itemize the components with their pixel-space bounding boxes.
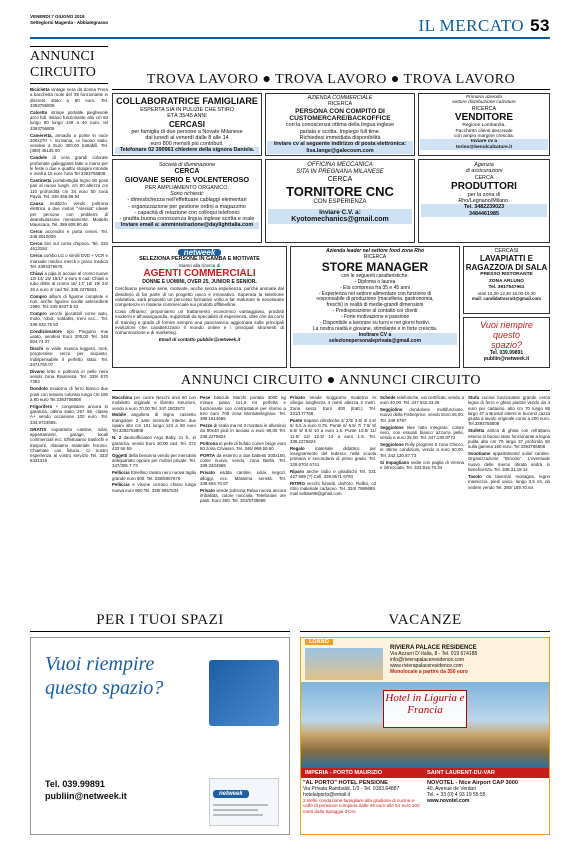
laurent-name: NOVOTEL - Nice Airport CAP 3000 [427, 780, 518, 786]
page-number: 53 [530, 16, 550, 35]
listing-keyword: Poltrona [200, 440, 218, 446]
listing-item [290, 395, 376, 416]
imperia-ad [303, 780, 425, 834]
job-line: Richiedesi immediata disponibilità [299, 135, 381, 141]
job-line: - gradita buona conoscenza lingua inglese scritta e orale [119, 216, 255, 223]
ad-space-email: publiin@netweek.it [45, 791, 127, 801]
listing-keyword: Compro [30, 293, 47, 299]
listing-keyword: Mobile [112, 412, 126, 418]
listing-keyword: Candele [30, 155, 48, 161]
listing-text: tipo Pinguino mai usato, vendesi Euro 200,00 Tel. 348 804 74 37 [30, 328, 108, 345]
listing-keyword: Cerco [30, 253, 43, 259]
listing-keyword: Stufetta [468, 428, 485, 434]
job-line: freschi) in realtà di medie-grandi dimensioni [326, 302, 424, 309]
job-line: OFFICINA MECCANICA [307, 162, 373, 168]
loano-note: Monolocale a partire da 350 euro [390, 669, 468, 675]
listing-item [200, 488, 286, 504]
ad-space-promo [463, 317, 550, 368]
listing-item [290, 446, 376, 467]
listing-text: telefoniche, usi certificati, vendo a euro 40,00. Tel. 347 542.33.26 [380, 395, 464, 406]
loano-site: www.rivierapalaceresidence.com [390, 663, 463, 669]
job-line: Azienda leader nel settore food zona Rho [325, 248, 425, 254]
listing-keyword: Seggiolino [380, 407, 403, 413]
imperia-label: IMPERIA - PORTO MAURIZIO [305, 770, 383, 776]
job-line: - Forte motivazione e passione [340, 314, 410, 321]
job-line: - Diploma o laurea [354, 278, 396, 285]
listing-text: materiale didattico per insegnamento del tedesco nella scuola primaria e secondaria di primo grado. Tel. 329.6704 6741 [290, 445, 376, 467]
job-contact: 3484461985 [421, 211, 547, 217]
listing-item [380, 442, 464, 458]
job-line: RICERCA [327, 101, 353, 108]
listing-text: bici sul corsa d'epoca. Tel. 333 4613184 [30, 241, 108, 252]
listing-item [290, 481, 376, 497]
netweek-logo: netweek [213, 790, 249, 798]
job-line: Sono richiesti: [170, 191, 204, 197]
job-line: ESPERTA SIA IN PULIZIE CHE STIRO [140, 107, 234, 113]
listing-keyword: Si Impagliano [380, 459, 410, 465]
job-contact-email: torino@benulcalzature.it [420, 145, 548, 150]
listing-item [30, 201, 108, 227]
header-edition: Settegiorni Magenta - Abbiategrasso [30, 20, 109, 25]
job-contact-email: Kyotomechanics@gmail.com [268, 216, 412, 224]
job-ad-tornitore [265, 159, 415, 243]
listing-keyword: RITIRO [290, 480, 305, 486]
listing-text: + congelatore ancora in garanzia, ottimo stato, 257 litri, classe A+ vendo occasione 100 euro. Tel. 334.9724665. [30, 403, 108, 425]
listing-text: di scala ma mt 3 montasi in alluminio da 90x40 piuli in acciaio a euro 90,00 Tel. 338.2275824 [200, 423, 286, 439]
job-title: AGENTI COMMERCIALI [143, 268, 256, 280]
job-contact-email: selezionepersonaleprivata@gmail.com [293, 339, 457, 345]
listing-text: e visone cerrano chiaro lunga nuova euro 800 Tel. 338/ 5957634 [112, 482, 196, 493]
card-line [213, 804, 268, 806]
listing-text: dondolone multifunzione, nuovo della Fisherprice, vendo Euro 45,00. Tel. 349 5797 [380, 407, 464, 423]
listing-item [30, 133, 108, 154]
listing-keyword: Cerco [30, 241, 43, 247]
listing-text: angoliera di legno cassetto triangolare 2 ante mensole interne due ripiani alto cm 101 lungo 124 a 60 euro Tel.3393756808 [112, 412, 196, 434]
promo-line: questo [492, 330, 521, 340]
section-name: IL MERCATO [418, 16, 525, 35]
listing-item [30, 427, 108, 464]
job-ad-lavapiatti [463, 246, 550, 314]
listing-item [30, 241, 108, 252]
job-line: per la zona di [467, 191, 501, 198]
ad-space-headline [45, 652, 205, 700]
ad-space-card [209, 778, 279, 826]
job-ad-venditore [418, 93, 550, 156]
loano-ad [301, 638, 549, 682]
job-title: VENDITORE [454, 112, 514, 124]
listing-text: di cera grandi colorate profumate galleggianti fatte a mano per le feste o due e quattro stoppini rotonde e ovali a 15 euro l'una Tel 3393756808 [30, 155, 108, 177]
listing-keyword: Regalo [290, 445, 305, 451]
section-vacanze: VACANZE [300, 612, 550, 632]
listing-text: anche radio e giradischi Tel. 031 427 669 (?) Cell. 339.9571 6793 [290, 468, 376, 479]
listing-keyword: Pezzo [200, 423, 213, 429]
section-trova-lavoro: TROVA LAVORO ● TROVA LAVORO ● TROVA LAVORO [112, 72, 550, 90]
listing-text: vintage nera da donna Frera a bacchetta ruote del '39 funzionante in discreto stato a 80 euro. Tel. 3393756808 [30, 87, 108, 108]
listing-keyword: Calcetto [30, 109, 48, 115]
ad-space-box [30, 637, 290, 835]
listing-keyword: Causa [30, 200, 44, 206]
job-line: - Età compresa fra 35 e 45 anni [339, 284, 411, 291]
listing-keyword: Cantinetta [30, 178, 52, 184]
job-line: PER AMPLIAMENTO ORGANICO. [145, 184, 229, 191]
listing-item [200, 470, 286, 486]
job-line: con ampio margine crescita. [454, 133, 514, 139]
listing-keyword: Privato [200, 470, 215, 476]
section-annunci-circuito: ANNUNCI CIRCUITO ● ANNUNCI CIRCUITO [112, 373, 550, 391]
listing-keyword: Divano [30, 368, 45, 374]
job-ad-produttori [418, 159, 550, 243]
listing-item [30, 329, 108, 345]
listing-keyword: Macchina [112, 395, 133, 400]
listing-item [112, 412, 196, 433]
job-line: DONNE E UOMINI, OVER 25, JUNIOR E SENIOR. [142, 279, 257, 286]
ad-space-line: questo spazio? [45, 677, 164, 699]
listing-text: a pipa in acciaio al cromo nuove 12/ 14/ 15/ 16/17 a euro 6 cad. Chiavi a tubo dritte al cromo 16/ 17/ 18/ 19/ 24/ 26 a euro 4/ cad Tel. 338 2275824. [30, 270, 108, 292]
listing-item [30, 294, 108, 310]
job-contact: Tel. 3917547961 [488, 284, 525, 290]
job-line: dal lunedì al venerdì dalle 8 alle 14 [145, 134, 229, 141]
listing-item [200, 423, 286, 439]
listing-item [200, 441, 286, 452]
job-title: COLLABORATRICE FAMIGLIARE [116, 96, 258, 106]
imperia-note: 2 stelle conduzione famigliare alla gradiosa di cucina e caffè di pensione completa dalle 45 euro alle 54 euro 100 metri dalla Spiaggia d'Oro [303, 798, 420, 814]
listing-text: letto e poltrona in pelle nera vendo zona Rivarossa. Tel. 339/ 570 7394 [30, 368, 108, 385]
job-contact: Inoltrare CV a [293, 333, 457, 339]
listing-item [30, 404, 108, 425]
listing-text: combo LG o similii DVD + VCR e manuale medico merck e praco medica Tel. 3394376676 [30, 253, 108, 269]
liguria-photo [301, 682, 549, 768]
listing-text: trapano cilindriche 2/ 2/3/ 3.5/ 4/ 4.5/ 5/ 5.5 a euro 0.75. Punte 6/ 6.5/ 7/ 7.5/ 8/ 8.5/ 9/ 9.5/ 10 a euro 1,5. Punte 10.5/ 11/ 11.5/ 12/ 12.5/ 13 a euro 1.5. Tel. 338.2275824 [290, 417, 376, 444]
listing-keyword: Cerco [30, 228, 43, 234]
listing-text: cucina funzionante grande cerca legna di ferro e ghisa piastra vendo da 4 euro per cadauno. alto cm 70 lungo 98 largo 47 a Brustol interni in bucono cazza giusta a tavolo originale conto a 200 euro. Tel.3393756808 [468, 395, 550, 427]
listing-item [380, 407, 464, 423]
job-line: con la conoscenza ottima della lingua inglese [285, 122, 395, 129]
listing-item [30, 253, 108, 269]
listing-item [30, 110, 108, 131]
job-title: PRODUTTORI [451, 180, 517, 192]
listing-text: inutilizzo vendo poltrona elettrica a due motori "Alessia" ideale per persone con problemi di deambulazione mentamente. Modello Mauscara. Tel. 389 608.80.46 [30, 200, 108, 228]
card-line [213, 814, 263, 816]
job-offer: Cosa offriamo: proponiamo un trattamento economico vantaggioso, prodotti moderni e all'avanguardia, supportati da specialisti di esperienza, oltre che da corsi di training e grado di fornire sempre una panoramica aggiornata sulle principali evoluzioni che caratterizzano il mondo online e i principali strumenti di comunicazione e di marketing. [115, 308, 284, 336]
listing-keyword: Bicicletta [30, 87, 50, 92]
listing-item [30, 271, 108, 292]
job-line: - organizzazione per gestione ordini a magazzino [128, 203, 246, 210]
job-line: PRESSO RISTORANTE [480, 272, 533, 278]
job-contact: Inviare cv al seguente indirizzo di posta elettronica: [267, 141, 413, 147]
promo-email: publiin@netweek.it [483, 356, 530, 363]
job-line: - capacità di relazione con colloqui telefonici [134, 209, 240, 216]
listing-text: appartamenti/ solai/ cantine. Organizzazione "Brocolo". L'eventuale nuovo delle merce ritirata andrà in beneficenza. Tel. 339.31.19 14 [468, 451, 550, 473]
job-ad-store-manager [290, 246, 460, 368]
left-title-line-1: ANNUNCI [30, 49, 95, 64]
listing-text: bascule Marchi portata 3000 kg misure piana 1x1,5 mt perfetta e funzionante con contrastatori per ritorno a treo euro 700 zona Monsatelegnaio. Tel. 388 1614655 [200, 395, 286, 422]
imperia-name: "AL PORTO" HOTEL PENSIONE [303, 780, 388, 786]
job-line: Primaria azienda [466, 95, 502, 100]
listing-text: soprattutto cantine, solai, appartamenti, garage, locali commerciali ecc. Effettuiamo traslochi e trasporti, rilasiamo materiale ferroso. Chiamate con fiducia. Ci nostro esperienza al vostro servizio Tel. 333/ 8431316 [30, 426, 108, 464]
hotel-title: Hotel in Liguria e Francia [385, 692, 465, 716]
listing-item [30, 178, 108, 199]
ad-space-phone: Tel. 039.99891 [45, 779, 105, 789]
listing-keyword: Punte [290, 417, 303, 423]
job-line: orari 10,30-12,30 18,00-19,30 [477, 291, 536, 297]
promo-line: Vuoi riempire [480, 320, 533, 330]
listing-item [30, 229, 108, 240]
listing-keyword: Dondolo [30, 386, 48, 392]
listing-item [468, 395, 550, 427]
job-line: - Esperienza nel settore alimentare con funzione di [318, 290, 432, 297]
job-ad-customercare [265, 93, 415, 156]
job-line: settore distribuzione calzature [452, 100, 516, 106]
listing-text: Rolly progress 5 zona Chicco, in ottime condizioni, vendo a euro 60,00. Tel. 342.130.87.73 [380, 442, 464, 458]
listing-item [380, 425, 464, 441]
listing-text: vecchi giocattoli come auto, moto, robot, soldatini, treni ecc... Tel. 339 833.75 53 [30, 311, 108, 327]
job-contact: Inviare C.V. a: [268, 209, 412, 216]
listing-keyword: Svuotiamo [468, 451, 491, 457]
job-contact: Inviare cv a [420, 139, 548, 144]
listing-item [30, 369, 108, 385]
job-line: CERCA [327, 176, 353, 183]
job-line: - Predisposizione al contatto coi clienti [332, 308, 418, 315]
listing-text: da esterno a due battenti 200x150, come nuova, vendo, zona Biella. Tel. 339.3434969 [200, 452, 286, 469]
listing-column-4 [380, 395, 464, 607]
loano-photo [305, 648, 383, 680]
job-contact: Telefonare 02 390961 chiedere della signora Daniela. [115, 147, 259, 153]
loano-email: info@rivierapalaceresidence.com [390, 657, 464, 663]
listing-item [200, 395, 286, 421]
job-ad-netweek-agenti [112, 246, 287, 368]
ad-space-line: Vuoi riempire [45, 653, 155, 675]
listing-item [290, 418, 376, 444]
job-contact-email: mail: candidatrecruit@gmail.com [471, 296, 542, 302]
listing-keyword: Dischi [30, 346, 44, 352]
header-rule [30, 37, 550, 39]
listing-keyword: Riparo [290, 468, 304, 474]
promo-phone: Tel. 039.99891 [489, 350, 524, 356]
listing-keyword: Chiavi [30, 270, 44, 276]
listing-item [468, 428, 550, 449]
job-title: TORNITORE CNC [286, 184, 394, 199]
header-section [418, 16, 550, 36]
job-line: Siamo alla ricerca di [178, 262, 221, 268]
listing-keyword: GRATIS [30, 426, 47, 432]
job-line: SITA IN PREGNANA MILANESE [296, 169, 384, 175]
job-line: - dimestichezza nell'effettuare cablaggi elementari [127, 197, 247, 204]
listing-keyword: Pelliccia [112, 482, 130, 488]
listing-keyword: Tavolo [468, 473, 482, 479]
job-line: RICERCA [471, 105, 497, 112]
listing-text: daumofficiatori Argo Baby, 11 lt., in garanzia, vendo Euro 30,00 cad. Tel. 372 433 66 59 [112, 435, 196, 451]
job-ad-collaboratrice [112, 93, 262, 156]
laurent-site: www.novotel.com [427, 798, 470, 804]
listing-item [112, 453, 196, 469]
listing-item [380, 395, 464, 406]
listing-keyword: Pelliccia [112, 470, 130, 476]
job-line: Regione Lombardia. [462, 123, 506, 129]
job-line: RICERCA [363, 253, 387, 260]
listing-item [30, 311, 108, 327]
laurent-ad [427, 780, 547, 834]
listing-text: armadio a ponte in noce 306x270 + scrivania, ui buono stato, vendesi a Euro 300,00 trattabili. Tel. (388) 45135 00 [30, 132, 108, 154]
left-column-listings [30, 87, 108, 464]
job-contact: Inviare email a: amministrazione@daylighttalia.com [115, 222, 259, 228]
header-date: VENERDÌ 7 GIUGNO 2019 [30, 14, 85, 19]
listing-column-2 [200, 395, 286, 607]
hotel-logo [383, 690, 467, 728]
job-line: ZONA ARLUNO [488, 278, 525, 284]
job-ad-giovane [112, 159, 262, 243]
left-title-line-2: CIRCUITO [30, 65, 96, 80]
job-line: Pacchetto clienti descreale [455, 128, 513, 134]
listing-column-3 [290, 395, 376, 607]
listing-text: antica di ghisa con refrattario interno in buono stato funzionante a legna pulita alta cm 75 larga 37 profonda 50 sulla gamma 190 euro. Tel 3393756808 [468, 428, 550, 450]
imperia-address: Via Privata Rambaldi, 1/3 - Tel. 0183.64887 [303, 786, 400, 792]
left-column-title [30, 46, 108, 84]
ad-space-contact [45, 778, 127, 802]
listing-item [112, 470, 196, 481]
job-contact-email: lisa.lange@galecosm.com [267, 148, 413, 154]
listing-text: per cucire Necchi anni 60 con mobiletto originale e libretto istruzioni, vendo a euro 70,00 Tel. 347.1503573 [112, 395, 196, 411]
listing-keyword: Schede [380, 395, 396, 400]
listing-item [112, 482, 196, 493]
page-header [30, 14, 550, 38]
job-title: LAVAPIATTI E RAGAZZO/A DI SALA [465, 254, 548, 273]
job-description: Cerchiamo persone serie, motivate, anche senza esperienza, purché animate dal desiderio di far parte di un progetto unico e innovativo. Superata la selezione valutativa, sarà proposto un percorso formativo volto a far maturare le necessarie competenze in materia commerciale sui prodotti offlline/line. [115, 286, 284, 308]
laurent-phone: Tel. + 33 (0) 4 93 19 55 55 [427, 792, 486, 798]
job-line: Rho/Legnano/Milano. [458, 198, 510, 205]
listing-keyword: Pese [200, 395, 211, 400]
listing-keyword: Stufa [468, 395, 479, 400]
listing-text: accendini e porta ceneri. Tel. 348 6910029 [30, 228, 108, 240]
listing-keyword: PORTA [200, 452, 216, 458]
netweek-logo: netweek [178, 249, 222, 256]
listing-item [112, 435, 196, 451]
job-line: CERCASI [168, 119, 205, 129]
job-line: Società di illuminazione [158, 162, 216, 168]
listing-item [200, 453, 286, 469]
listing-keyword: Frigorifero [30, 403, 53, 409]
job-line: CON ESPERIENZA [313, 199, 367, 205]
job-line: per famiglia di due persone a Novate Milanese [131, 128, 243, 135]
vacanze-ad [300, 637, 550, 835]
job-line: di assicurazioni [465, 168, 503, 175]
job-line: - Disponibile a lavorare su turni e nei giorni festivi. [319, 320, 431, 327]
laurent-label: SAINT LAURENT-DU-VAR [427, 770, 495, 776]
job-title: GIOVANE SERIO E VOLENTEROSO [124, 175, 250, 185]
listing-keyword: Seggiolone [380, 424, 404, 430]
listing-text: della benonna vendo per mercatini antiquariato oppure per mobici private. Tel. 347/305.7 73 [112, 452, 196, 469]
job-title: PERSONA CON COMPITO DI CUSTOMERCARE/BACKOFFICE [289, 107, 391, 122]
laurent-address: 40, Avenue de Verdun [427, 786, 477, 792]
left-column [30, 46, 108, 606]
promo-line: spazio? [490, 340, 523, 350]
listing-keyword: Cameretta, [30, 132, 53, 138]
job-title: STORE MANAGER [321, 259, 429, 274]
section-per-i-tuoi-spazi: PER I TUOI SPAZI [30, 612, 290, 632]
listing-item [380, 460, 464, 471]
job-line: CERCA [474, 174, 494, 181]
listing-keyword: Seggiolone [380, 442, 404, 448]
loano-name: RIVIERA PALACE RESIDENCE [390, 645, 477, 651]
listing-item [290, 469, 376, 480]
listing-text: Bee tutto integrato, colore nero, con essuali bianco azzurro pelle, vendo a euro 25,00. Tel. 347.130.8773 [380, 424, 464, 441]
listing-keyword: Compro [30, 311, 47, 317]
listing-item [468, 451, 550, 472]
job-line: parlata e scritta. Impiego full time. [299, 128, 381, 135]
listing-text: album di figurine complete e non, anche figurine sciolte antecedenti 1980. Tel. 339 8337.5 53 [30, 293, 108, 310]
job-contact: Tel. 3482239023 [421, 204, 547, 210]
job-line: ETÀ 35/45 ANNI [167, 113, 207, 120]
listing-item [112, 395, 196, 411]
job-contact: Email di contatto pubblin@netweek.it [158, 336, 241, 342]
listing-column-5 [468, 395, 550, 607]
listing-text: stringe portatile pieghevole arco hdl. milano funzionante alto cm 83 lungo 80 lungo 148 a 40 euro. tel 3393756808 [30, 109, 108, 131]
listing-text: Vende Soggiorno moderno in ciliegio lunghezza 4 metri altezza 2 metri. Zona sesto. Euro 400 (tratt.). Tel. 331/177769 [290, 395, 376, 416]
listing-item [30, 386, 108, 402]
job-line: CERCASI [494, 248, 519, 254]
loano-label: LOANO [305, 639, 333, 645]
listing-keyword: Condizionatore [30, 328, 62, 334]
listing-item [30, 87, 108, 108]
job-line: La nostra realtà è giovane, stimolante e in forte crescita. [312, 325, 438, 332]
listing-text: esdda cantine, solai, negozi, alloggi, ecc. Massima serietà. Tel. 338.694.70.67 [200, 470, 286, 486]
listing-text: Emellino rasato nero nuova taglia grande euro 600. Tel. 338/5957676 [112, 470, 196, 481]
listing-text: da taverna/ moriagna, legno massiccio, piedi unico, lungo 3,5 mt, da vedere vendo Tel. 380/ 189.70.64 [468, 473, 550, 490]
listing-text: in vinile musica leggera, rock, progressive cerco per acquisto. Indispensabile il perfetto stato. Tel. 3471750.07 [30, 346, 108, 367]
listing-keyword: Oggetti [112, 452, 128, 458]
listing-text: sedie con paglia di Vienna e intrecciata. Tel. 333.916.70.34 [380, 459, 464, 470]
listing-keyword: Privato [200, 487, 215, 493]
listing-keyword: Privato [290, 395, 305, 400]
job-line: AZIENDA COMMERCIALE [307, 95, 373, 101]
vacanze-label-bar [301, 768, 549, 778]
listing-text: vende poltrona Relax nuova ancora imballata, colore nocciola. Telefonare ore pasti. Euro 450. Tel. 331/5738688 [200, 487, 286, 504]
card-line [213, 809, 258, 811]
header-left [30, 14, 108, 26]
listing-column-1 [112, 395, 196, 607]
job-line: CERCA [174, 168, 200, 176]
listing-text: vecchi fumetti, dvd'oro, Rollini, cd ritiro materiale cartaceo. Tel. 334/ 7889689. mail seltate99@gmail.com [290, 480, 376, 497]
listing-text: in pelle di bufalo colore beige euro 50 zona Crivasso. Tel. 346/ 969.59.60 [200, 440, 286, 451]
listing-text: moderno di ferro bianco due posti con tessuto colorato lungo cm 180 a 80 euro Tel.3393756808 [30, 386, 108, 402]
listing-item [30, 155, 108, 176]
job-line: Agenzia [474, 162, 494, 168]
listing-item [30, 346, 108, 367]
job-line: responsabile di produzione (macelleria, gastronomia, [316, 296, 434, 303]
imperia-email: hotelalporto@email.it [303, 792, 351, 798]
ad-space-illustration [209, 660, 279, 726]
job-line: euro 800 mensili più contributi. [150, 141, 224, 148]
job-line: SELEZIONA PERSONE IN GAMBA E MOTIVATE [139, 256, 260, 263]
listing-text: portabottiglia legno 80 posti pari al nuovo lungh. cm 80 altezza cm 110 profondità cm 34 euro 50 zona Pavia. Tel. 349 455.86.94 [30, 178, 108, 200]
listing-keyword: N. 2 [112, 435, 122, 441]
listing-item [468, 474, 550, 490]
job-line: con le seguenti caratteristiche: [341, 272, 409, 279]
loano-address: Via Azzurri D' Italia, 8 - Tel. 019 674188 [390, 651, 478, 657]
